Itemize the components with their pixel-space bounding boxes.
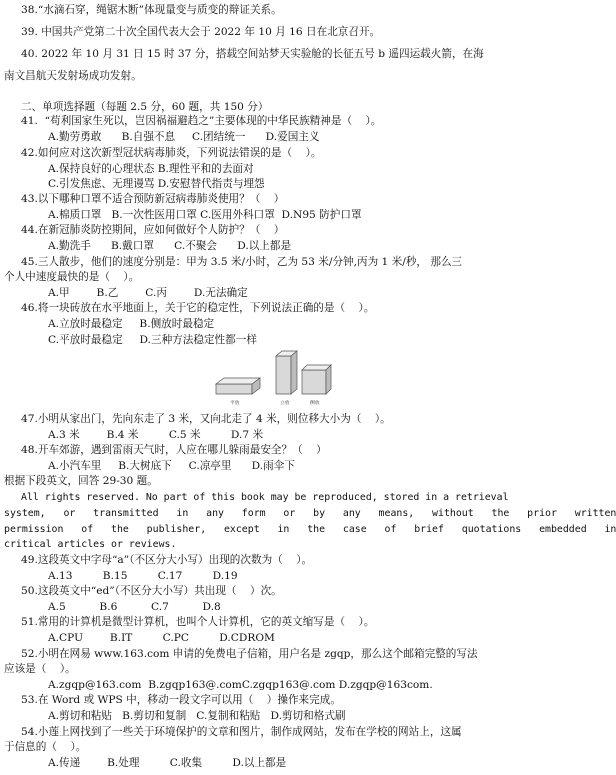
options-42-row2: C.引发焦虑、无理谩骂 D.安慰替代指责与埋怨 xyxy=(48,178,265,190)
question-49: 49.这段英文中字母“a”（不区分大小写）出现的次数为（ ）。 xyxy=(21,554,313,566)
question-45-line1: 45.三人散步，他们的速度分别是：甲为 3.5 米/小时，乙为 53 米/分钟,丙为 1 米/秒， 那么三 xyxy=(21,256,463,268)
options-47: A.3 米 B.4 米 C.5 米 D.7 米 xyxy=(48,429,264,441)
options-41: A.勤劳勇敢 B.自强不息 C.团结统一 D.爱国主义 xyxy=(48,131,320,143)
options-50: A.5 B.6 C.7 D.8 xyxy=(48,601,221,613)
question-51: 51.常用的计算机是微型计算机，也叫个人计算机，它的英文缩写是（ ）。 xyxy=(21,616,375,628)
options-45: A.甲 B.乙 C.丙 D.无法确定 xyxy=(48,287,248,299)
brick-side xyxy=(302,365,331,394)
question-41: 41. “苟利国家生死以，岂因祸福避趋之”主要体现的中华民族精神是（ ）。 xyxy=(21,115,382,127)
passage-line1: All rights reserved. No part of this book may be reproduced, stored in a retrieval xyxy=(21,492,509,503)
brick-figure xyxy=(214,342,334,408)
passage-line3: permission of the publisher, except in the case of brief quotations embedded in xyxy=(4,524,616,535)
brick-flat xyxy=(216,378,260,394)
brick-upright xyxy=(276,351,297,394)
options-46-row1: A.立放时最稳定 B.侧放时最稳定 xyxy=(48,318,215,330)
label-flat: 平放 xyxy=(230,401,240,406)
passage-line2: system, or transmitted in any form or by any means, without the prior written xyxy=(4,508,616,519)
question-54-line2: 于信息的（ ）。 xyxy=(4,741,87,753)
question-47: 47.小明从家出门，先向东走了 3 米，又向北走了 4 米，则位移大小为（ ）。 xyxy=(21,413,391,425)
question-48: 48.开车郊游，遇到雷雨天气时，人应在哪儿躲雨最安全？（ ） xyxy=(21,444,327,456)
options-42-row1: A.保持良好的心理状态 B.理性平和的去面对 xyxy=(48,163,254,175)
options-46-row2: C.平放时最稳定 D.三种方法稳定性都一样 xyxy=(48,334,257,346)
question-42: 42.如何应对这次新型冠状病毒肺炎，下列说法错误的是（ ）。 xyxy=(21,147,322,159)
label-side: 侧放 xyxy=(310,401,320,406)
options-43: A.棉质口罩 B.一次性医用口罩 C.医用外科口罩 D.N95 防护口罩 xyxy=(48,209,362,221)
passage-line4: critical articles or reviews. xyxy=(4,539,177,550)
statement-40-line2: 南文昌航天发射场成功发射。 xyxy=(4,70,142,82)
question-45-line2: 个人中速度最快的是（ ）。 xyxy=(4,271,140,283)
options-48: A.小汽车里 B.大树底下 C.凉亭里 D.雨伞下 xyxy=(48,460,295,472)
options-51: A.CPU B.IT C.PC D.CDROM xyxy=(48,632,275,644)
question-52-line2: 应该是（ ）。 xyxy=(4,663,76,675)
label-upright: 立放 xyxy=(280,401,290,406)
question-43: 43.以下哪种口罩不适合预防新冠病毒肺炎使用？（ ） xyxy=(21,193,285,205)
options-52: A.zgqp@163.com B.zgqp163@.comC.zgqp163@.com D.zgqp@163com. xyxy=(48,679,433,691)
options-44: A.勤洗手 B.戴口罩 C.不聚会 D.以上都是 xyxy=(48,240,292,252)
question-53: 53.在 Word 或 WPS 中，移动一段文字可以用（ ）操作来完成。 xyxy=(21,694,341,706)
options-53: A.剪切和粘贴 B.剪切和复制 C.复制和粘贴 D.剪切和格式刷 xyxy=(48,710,346,722)
question-54-line1: 54.小莲上网找到了一些关于环境保护的文章和图片，制作成网站，发布在学校的网站上，这属 xyxy=(21,726,462,738)
brick-orientations-illustration xyxy=(214,342,334,408)
question-46: 46.将一块砖放在水平地面上，关于它的稳定性，下列说法正确的是（ ）。 xyxy=(21,302,375,314)
options-49: A.13 B.15 C.17 D.19 xyxy=(48,570,238,582)
options-54: A.传递 B.处理 C.收集 D.以上都是 xyxy=(48,757,287,769)
section-heading: 二、单项选择题（每题 2.5 分，60 题，共 150 分） xyxy=(21,101,269,113)
question-44: 44.在新冠肺炎防控期间，应如何做好个人防护？（ ） xyxy=(21,224,285,236)
question-52-line1: 52.小明在网易 www.163.com 申请的免费电子信箱，用户名是 zgqp，那么这个邮箱完整的写法 xyxy=(21,648,478,660)
passage-intro: 根据下段英文，回答 29-30 题。 xyxy=(4,475,158,487)
question-50: 50.这段英文中“ed”（不区分大小写）共出现（ ）次。 xyxy=(21,585,282,597)
statement-38: 38.“水滴石穿，绳锯木断”体现量变与质变的辩证关系。 xyxy=(21,4,282,16)
statement-39: 39. 中国共产党第二十次全国代表大会于 2022 年 10 月 16 日在北京召开。 xyxy=(21,26,381,38)
statement-40-line1: 40. 2022 年 10 月 31 日 15 时 37 分，搭载空间站梦天实验舱的长征五号 b 遥四运载火箭，在海 xyxy=(21,48,484,60)
